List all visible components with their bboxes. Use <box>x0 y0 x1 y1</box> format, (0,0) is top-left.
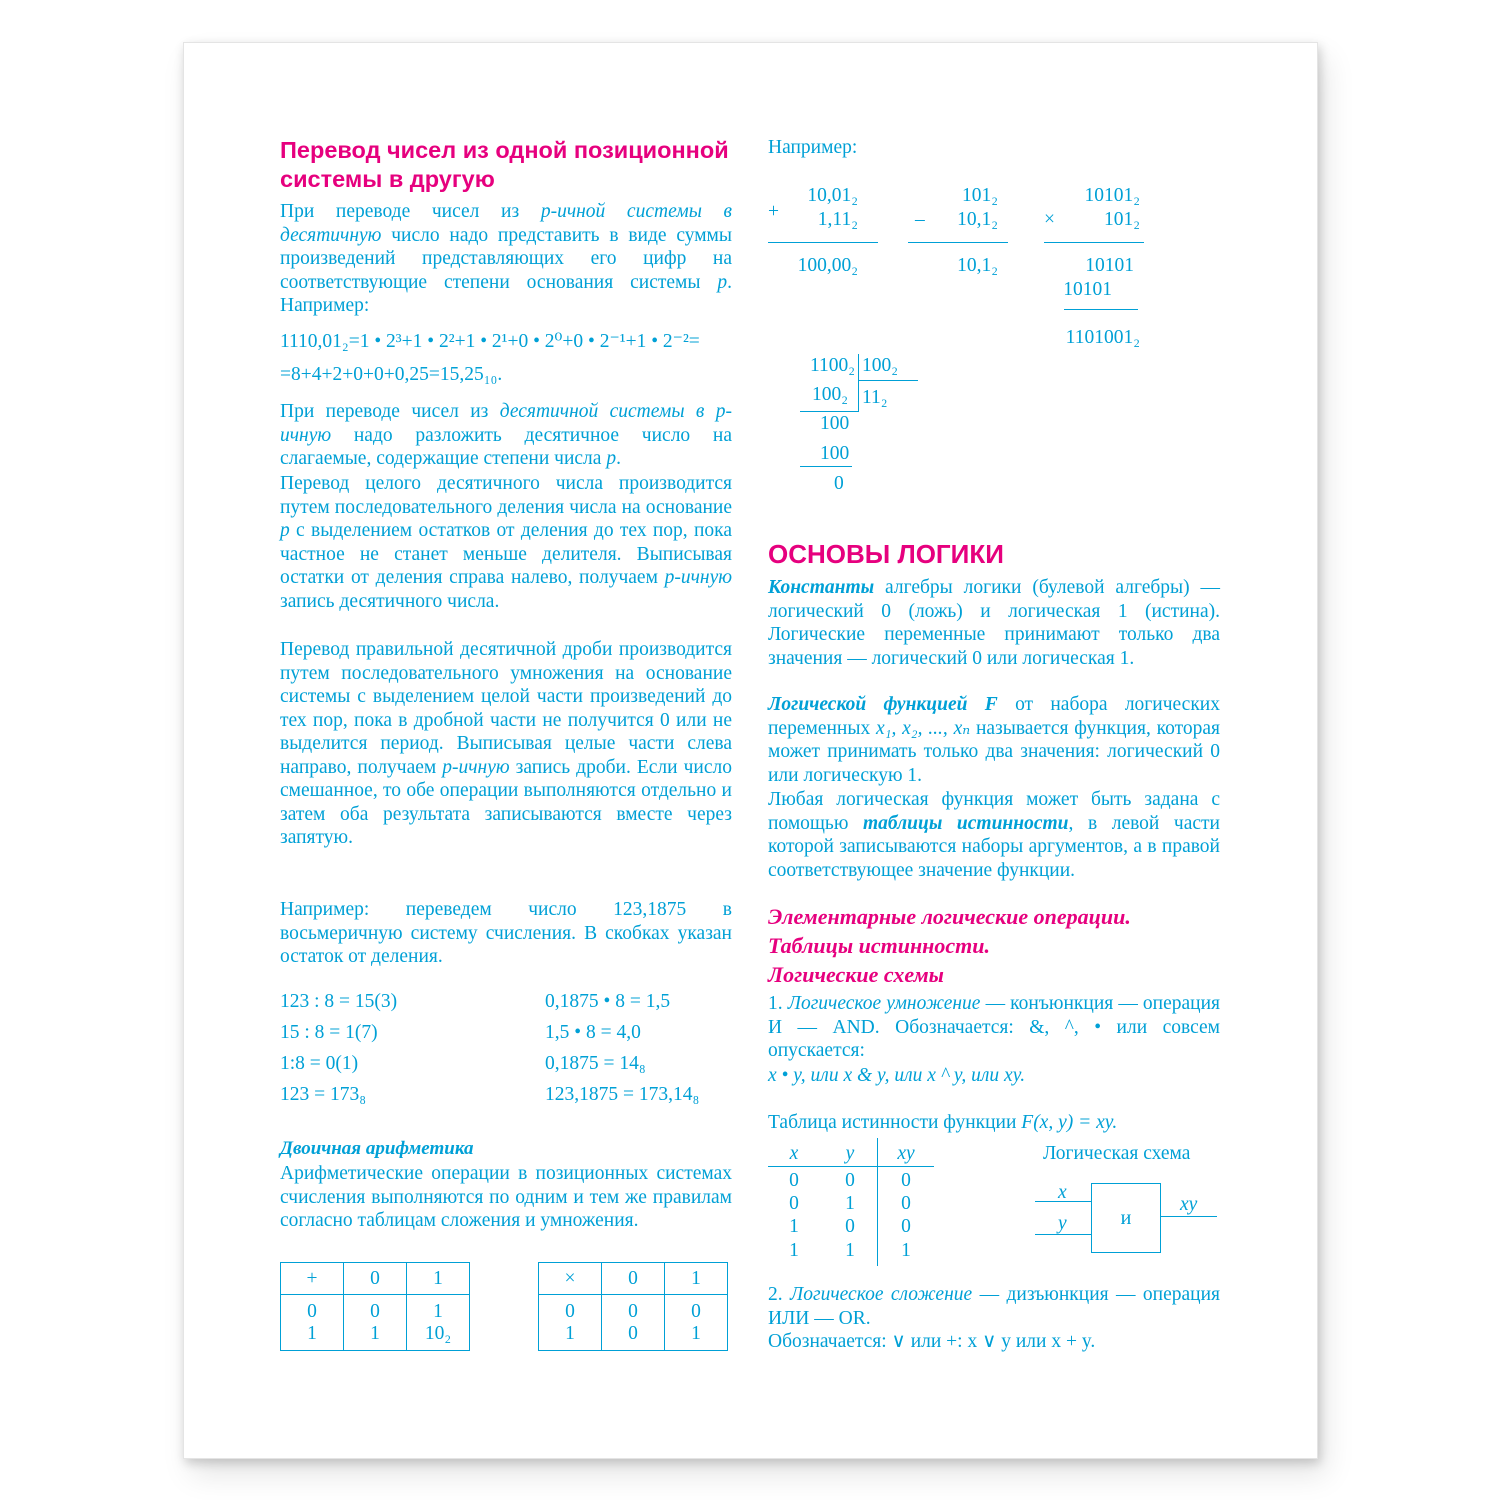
subheading-elementary-ops: Элементарные логические операции. Таблицы истинности. Логические схемы <box>768 904 1131 987</box>
conversion-step: 123 = 173₈ <box>280 1084 367 1105</box>
table-cell: 0 <box>602 1263 665 1295</box>
table-cell: + <box>281 1263 344 1295</box>
paragraph-binary-arithmetic: Арифметические операции в позиционных системах счисления выполняются по одним и тем же правилам согласно таблицам сложения и умножения. <box>280 1163 732 1231</box>
div-divisor: 100₂ <box>862 355 899 376</box>
equation-line-2: =8+4+2+0+0+0,25=15,25₁₀. <box>280 364 503 385</box>
sub-operand-b: 10,1₂ <box>957 209 998 230</box>
truth-cell: 1 <box>789 1216 799 1237</box>
conversion-step: 1:8 = 0(1) <box>280 1053 359 1074</box>
table-cell: 0 <box>281 1295 344 1323</box>
conversion-step: 15 : 8 = 1(7) <box>280 1022 378 1043</box>
div-remainder-1: 100 <box>820 413 850 434</box>
table-cell: × <box>539 1263 602 1295</box>
gate-output: xy <box>1180 1194 1198 1215</box>
truth-cell: 0 <box>845 1170 855 1191</box>
table-cell: 0 <box>344 1263 407 1295</box>
truth-cell: 0 <box>901 1170 911 1191</box>
sub-rule <box>908 242 1008 243</box>
div-subtrahend-2: 100 <box>820 443 850 464</box>
table-cell: 0 <box>602 1295 665 1323</box>
truth-cell: 1 <box>845 1240 855 1261</box>
conversion-step: 123,1875 = 173,14₈ <box>545 1084 700 1105</box>
add-result: 100,00₂ <box>797 255 858 276</box>
paragraph-logical-or: 2. Логическое сложение — дизъюнкция — операция ИЛИ — OR. <box>768 1284 1220 1329</box>
paragraph-constants: Константы алгебры логики (булевой алгебры) — логический 0 (ложь) и логическая 1 (истина). Логические переменные принимают только два значения — логический 0 или логическая 1. <box>768 577 1220 669</box>
truth-rule-vertical <box>877 1138 878 1266</box>
div-quotient: 11₂ <box>862 387 888 408</box>
paragraph-fraction-conversion: Перевод правильной десятичной дроби производится путем последовательного умножения на основание системы с выделением целой части произведений до тех пор, пока в дробной части не получится 0 или не выделится период. Выписывая целые части слева направо, получаем p-ичную запись дроби. Если число смешанное, то обе операции выполняются отдельно и затем оба результата записываются вместе через запятую. <box>280 639 732 848</box>
conversion-step: 1,5 • 8 = 4,0 <box>545 1022 641 1043</box>
add-operand-b: 1,11₂ <box>817 209 858 230</box>
equation-line-1: 1110,01₂=1 • 2³+1 • 2²+1 • 2¹+0 • 2⁰+0 • 2⁻¹+1 • 2⁻²= <box>280 331 700 352</box>
conversion-step: 123 : 8 = 15(3) <box>280 991 398 1012</box>
or-notation: Обозначается: ∨ или +: x ∨ y или x + y. <box>768 1331 1096 1352</box>
mul-operand-b: 101₂ <box>1103 209 1140 230</box>
div-rule-divisor <box>858 380 918 381</box>
paragraph-integer-conversion: Перевод целого десятичного числа производится путем последовательного деления числа на основание p с выделением остатков от деления до тех пор, пока частное не станет меньше делителя. Выписывая остатки от деления справа налево, получаем p-ичную запись десятичного числа. <box>280 473 732 612</box>
truth-table-caption: Таблица истинности функции F(x, y) = xy. <box>768 1112 1118 1133</box>
mul-rule-1 <box>1044 242 1144 243</box>
section-heading-logic: ОСНОВЫ ЛОГИКИ <box>768 539 1004 569</box>
add-operand-a: 10,01₂ <box>807 185 858 206</box>
gate-output-wire <box>1161 1216 1217 1217</box>
example-label: Например: <box>768 137 858 158</box>
and-gate-box <box>1091 1183 1161 1253</box>
subheading-binary-arithmetic: Двоичная арифметика <box>280 1138 474 1159</box>
conversion-step: 0,1875 = 14₈ <box>545 1053 646 1074</box>
truth-head: xy <box>897 1143 915 1164</box>
paragraph-p-to-decimal: При переводе чисел из p-ичной системы в десятичную число надо представить в виде суммы произведений представляющих его цифр на соответствующие степени основания системы p. Например: <box>280 201 733 316</box>
mul-result: 1101001₂ <box>1065 327 1140 348</box>
conversion-step: 0,1875 • 8 = 1,5 <box>545 991 671 1012</box>
truth-head: x <box>789 1143 799 1164</box>
and-gate-label: и <box>1120 1206 1132 1229</box>
truth-cell: 1 <box>789 1240 799 1261</box>
multiplication-table <box>538 1262 728 1351</box>
table-cell: 0 <box>344 1295 407 1323</box>
truth-cell: 1 <box>901 1240 911 1261</box>
section-heading-number-conversion: Перевод чисел из одной позиционной системы в другую <box>280 137 729 192</box>
sub-operand-a: 101₂ <box>961 185 998 206</box>
schema-label: Логическая схема <box>1043 1143 1191 1164</box>
paragraph-octal-example: Например: переведем число 123,1875 в восьмеричную систему счисления. В скобках указан остаток от деления. <box>280 899 732 967</box>
truth-rule-horizontal <box>768 1166 934 1167</box>
paragraph-truth-table-def: Любая логическая функция может быть задана с помощью таблицы истинности, в левой части которой записываются наборы аргументов, а в правой соответствующее значение функции. <box>768 789 1220 881</box>
truth-cell: 1 <box>845 1193 855 1214</box>
gate-input-x: x <box>1058 1182 1067 1203</box>
mul-rule-2 <box>1064 309 1138 310</box>
table-cell: 1 <box>344 1323 407 1351</box>
mul-operand-a: 10101₂ <box>1084 185 1140 206</box>
table-cell: 1 <box>665 1323 728 1351</box>
truth-head: y <box>845 1143 855 1164</box>
and-notation: x • y, или x & y, или x ^ y, или xy. <box>768 1065 1026 1086</box>
sub-sign: – <box>915 209 925 230</box>
sub-result: 10,1₂ <box>957 255 998 276</box>
div-rule-2 <box>800 466 852 467</box>
table-cell: 1 <box>407 1295 470 1323</box>
addition-table <box>280 1262 470 1351</box>
div-subtrahend-1: 100₂ <box>812 384 849 405</box>
add-sign: + <box>768 201 779 222</box>
mul-partial-2: 10101 <box>1063 279 1112 300</box>
truth-cell: 0 <box>845 1216 855 1237</box>
table-cell: 1 <box>539 1323 602 1351</box>
gate-input-y: y <box>1058 1213 1067 1234</box>
paragraph-decimal-to-p: При переводе чисел из десятичной системы в p-ичную надо разложить десятичное число на слагаемые, содержащие степени числа p. <box>280 401 733 469</box>
truth-cell: 0 <box>901 1193 911 1214</box>
table-cell: 1 <box>407 1263 470 1295</box>
table-cell: 1 <box>665 1263 728 1295</box>
paragraph-logic-function: Логической функцией F от набора логических переменных x₁, x₂, ..., xₙ называется функция, которая может принимать только два значения: логический 0 или логическую 1. <box>768 694 1220 786</box>
table-cell: 0 <box>539 1295 602 1323</box>
mul-partial-1: 10101 <box>1085 255 1134 276</box>
add-rule <box>768 242 878 243</box>
table-cell: 0 <box>665 1295 728 1323</box>
mul-sign: × <box>1044 209 1055 230</box>
div-remainder-2: 0 <box>834 473 844 494</box>
div-rule-vertical <box>858 354 859 412</box>
paragraph-logical-and: 1. Логическое умножение — конъюнкция — операция И — AND. Обозначается: &, ^, • или совсем опускается: <box>768 993 1221 1061</box>
table-cell: 10₂ <box>407 1323 470 1351</box>
div-dividend: 1100₂ <box>810 355 856 376</box>
table-cell: 0 <box>602 1323 665 1351</box>
table-cell: 1 <box>281 1323 344 1351</box>
truth-cell: 0 <box>789 1193 799 1214</box>
truth-cell: 0 <box>789 1170 799 1191</box>
truth-cell: 0 <box>901 1216 911 1237</box>
